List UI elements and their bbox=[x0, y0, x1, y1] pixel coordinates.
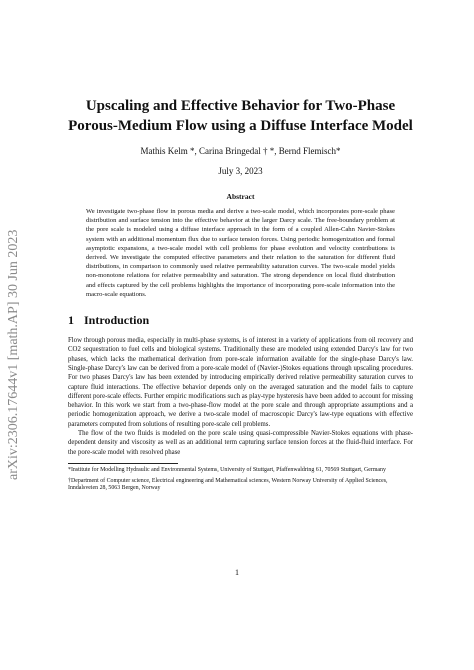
title-line-1: Upscaling and Effective Behavior for Two-Phase bbox=[85, 98, 396, 114]
footnote-affiliation-2: †Department of Computer science, Electrical engineering and Mathematical sciences, Western Norway University of Applied Sciences, Inndalsveien 28, 5063 Bergen, Norway bbox=[68, 477, 388, 492]
publication-date: July 3, 2023 bbox=[218, 166, 263, 176]
arxiv-identifier-stamp bbox=[6, 180, 30, 480]
intro-paragraph-2: The flow of the two fluids is modeled on the pore scale using quasi-compressible Navier-Stokes equations with phase-dependent density and viscosity as well as an additional term capturing surface tension forces at the fluid-fluid interface. For the pore-scale model with resolved phase bbox=[68, 430, 413, 456]
footnote-affiliation-1: *Institute for Modelling Hydraulic and Environmental Systems, University of Stuttgart, Pfaffenwaldring 61, 70569 Stuttgart, Germany bbox=[68, 466, 386, 473]
paper-title bbox=[68, 96, 413, 136]
footnote-divider bbox=[68, 463, 178, 464]
paper-page bbox=[68, 96, 413, 493]
intro-paragraph-1: Flow through porous media, especially in multi-phase systems, is of interest in a variety of applications from oil recovery and CO2 sequestration to fuel cells and biological systems. Traditionally these are modeled using extended Darcy's law for two phases, which lacks the mathematical derivation from pore-scale information available for the single-phase Darcy's law. Single-phase Darcy's law can be derived from a pore-scale model of (Navier-)Stokes equations through upscaling procedures. For two phases Darcy's law has been extended by introducing empirically derived relative permeability saturation curves to capture fluid interactions. The effective behavior depends only on the averaged saturation and the model fails to capture different pore-scale effects. Further empiric modifications such as play-type hysteresis have been added to account for missing behavior. In this work we start from a two-phase-flow model at the pore scale and through appropriate assumptions and a periodic homogenization approach, we derive a two-scale model of macroscopic Darcy's law-type equations with effective parameters computed from solutions of resulting pore-scale cell problems. bbox=[68, 337, 413, 428]
section-heading bbox=[68, 313, 413, 328]
title-line-2: Porous-Medium Flow using a Diffuse Interface Model bbox=[68, 118, 413, 134]
section-number: 1 bbox=[68, 313, 74, 328]
abstract-text: We investigate two-phase flow in porous media and derive a two-scale model, which incorporates pore-scale phase distribution and surface tension into the effective behavior at the larger Darcy scale. The free-boundary problem at the pore scale is modeled using a diffuse interface approach in the form of a coupled Allen-Cahn Navier-Stokes system with an additional momentum flux due to surface tension forces. Using periodic homogenization and formal asymptotic expansions, a two-scale model with cell problems for phase evolution and velocity contributions is derived. We investigate the computed effective parameters and their relation to the saturation for different fluid distributions, in comparison to commonly used relative permeability saturation curves. The two-scale model yields non-monotone relations for relative permeability and saturation. The strong dependence on local fluid distribution and effects captured by the cell problems highlights the importance of incorporating pore-scale information into the macro-scale equations. bbox=[86, 208, 395, 298]
page-number: 1 bbox=[235, 568, 239, 577]
abstract-heading: Abstract bbox=[226, 192, 255, 201]
arxiv-identifier-text: arXiv:2306.17644v1 [math.AP] 30 Jun 2023 bbox=[6, 229, 21, 480]
section-title: Introduction bbox=[84, 313, 150, 328]
author-list: Mathis Kelm *, Carina Bringedal † *, Bernd Flemisch* bbox=[140, 146, 341, 156]
